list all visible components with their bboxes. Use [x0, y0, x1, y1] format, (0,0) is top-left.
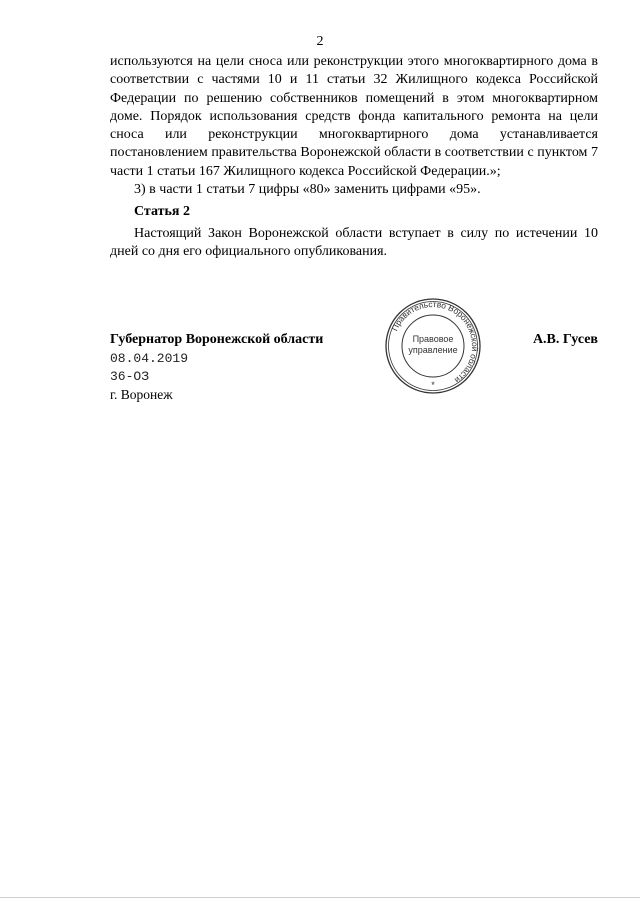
seal-inner-line-1: Правовое — [412, 334, 454, 344]
seal-star: * — [431, 380, 435, 390]
seal-outer-text: Правительство Воронежской области — [389, 298, 481, 386]
governor-title: Губернатор Воронежской области — [110, 332, 324, 347]
document-date: 08.04.2019 — [110, 351, 189, 366]
document-meta — [110, 350, 188, 404]
seal-inner-line-2: управление — [408, 345, 458, 355]
document-city: г. Воронеж — [110, 387, 173, 402]
paragraph-continuation: используются на цели сноса или реконструкции этого многоквартирного дома в соответствии с частями 10 и 11 статьи 32 Жилищного кодекса Российской Федерации по решению собственников помещений в этом многоквартирном доме. Порядок использования средств фонда капитального ремонта на цели сноса или реконструкции многоквартирного дома устанавливается постановлением правительства Воронежской области в соответствии с пунктом 7 части 1 статьи 167 Жилищного кодекса Российской Федерации.»; — [110, 54, 598, 179]
official-seal-stamp-icon — [383, 296, 483, 396]
article-heading: Статья 2 — [134, 204, 190, 220]
document-number: 36-ОЗ — [110, 369, 150, 384]
document-body — [110, 53, 598, 261]
page-bottom-edge — [0, 897, 640, 898]
page-number: 2 — [316, 34, 324, 49]
paragraph-amendment-3: 3) в части 1 статьи 7 цифры «80» заменить цифрами «95». — [134, 182, 481, 198]
paragraph-entry-into-force: Настоящий Закон Воронежской области вступает в силу по истечении 10 дней со дня его официального опубликования. — [110, 225, 598, 259]
governor-name: А.В. Гусев — [532, 332, 598, 347]
